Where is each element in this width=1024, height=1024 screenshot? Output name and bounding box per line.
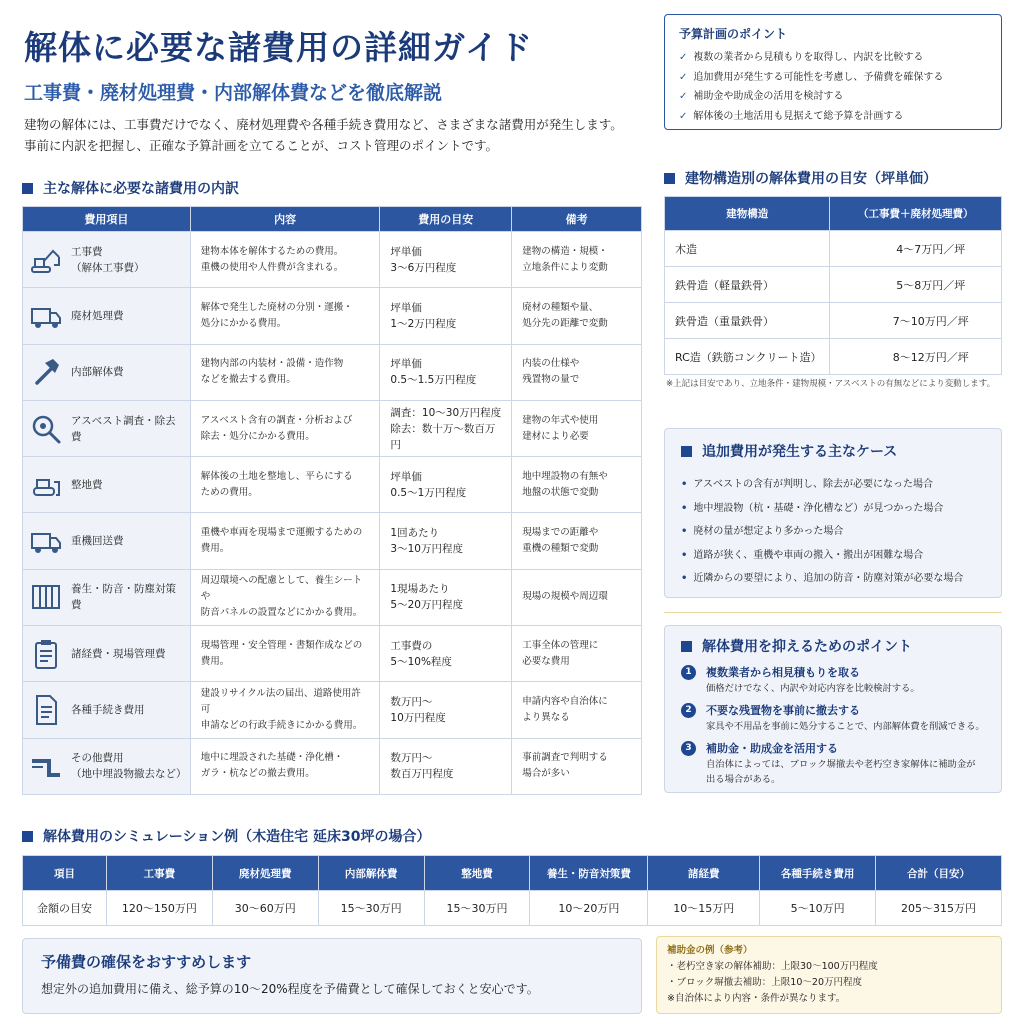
table-row xyxy=(665,231,1002,267)
cost-cell xyxy=(380,344,512,400)
number-badge: 2 xyxy=(681,703,696,718)
case-item xyxy=(681,497,985,521)
bulldozer-icon xyxy=(29,468,63,502)
table-row xyxy=(23,344,642,400)
tip-text: 複数の業者から見積もりを取得し、内訳を比較する xyxy=(693,52,924,63)
table-cell: 30～60万円 xyxy=(212,891,318,926)
note-line: 処分先の距離で変動 xyxy=(522,317,608,329)
item-name-sub: （解体工事費） xyxy=(71,261,145,274)
note-line: 現場の規模や周辺環 xyxy=(522,591,608,603)
column-header: 内容 xyxy=(190,207,380,232)
check-icon: ✓ xyxy=(679,91,688,102)
structure-cost: 4～7万円／坪 xyxy=(830,231,1002,267)
truck-icon xyxy=(29,524,63,558)
note-cell xyxy=(512,626,642,682)
number-badge: 3 xyxy=(681,741,696,756)
table-row xyxy=(665,267,1002,303)
description-cell xyxy=(190,626,380,682)
point-title: 補助金・助成金を活用する xyxy=(706,742,838,755)
description-line: 重機や車両を現場まで運搬するための xyxy=(200,527,363,539)
saving-point xyxy=(681,740,985,787)
table-row xyxy=(23,288,642,344)
case-item xyxy=(681,520,985,544)
saving-points-heading xyxy=(681,636,985,656)
cost-item-cell xyxy=(23,738,191,794)
tip-text: 追加費用が発生する可能性を考慮し、予備費を確保する xyxy=(693,71,944,83)
description-line: ための費用。 xyxy=(200,486,258,498)
description-line: 現場管理・安全管理・書類作成などの xyxy=(200,639,363,651)
intro-line: 事前に内訳を把握し、正確な予算計画を立てることが、コスト管理のポイントです。 xyxy=(24,138,499,153)
column-header: 諸経費 xyxy=(648,856,760,891)
bullet-icon: • xyxy=(681,573,688,584)
item-name-sub: （地中埋設物撤去など） xyxy=(71,768,187,781)
clipboard-icon xyxy=(29,637,63,671)
cost-cell xyxy=(380,288,512,344)
description-cell xyxy=(190,232,380,288)
description-cell xyxy=(190,682,380,738)
additional-cases-heading xyxy=(681,441,985,461)
section-heading-text: 追加費用が発生する主なケース xyxy=(702,444,898,460)
page-subtitle: 工事費・廃材処理費・内部解体費などを徹底解説 xyxy=(24,82,443,104)
table-row xyxy=(665,339,1002,375)
cost-line: 5～10%程度 xyxy=(390,655,452,668)
saving-point xyxy=(681,702,985,734)
cost-line: 坪単価 xyxy=(390,245,422,258)
table-row xyxy=(23,626,642,682)
subsidy-line: ※自治体により内容・条件が異なります。 xyxy=(667,993,846,1004)
cost-item-cell xyxy=(23,288,191,344)
description-line: 費用。 xyxy=(200,655,230,667)
description-line: 処分にかかる費用。 xyxy=(200,317,287,329)
description-line: 重機の使用や人件費が含まれる。 xyxy=(200,261,344,273)
budget-tips-box xyxy=(664,14,1002,130)
cost-item-cell xyxy=(23,569,191,625)
additional-cases-box xyxy=(664,428,1002,598)
cost-line: 坪単価 xyxy=(390,358,422,371)
cost-cell xyxy=(380,626,512,682)
description-line: 解体後の土地を整地し、平らにする xyxy=(200,470,353,482)
column-header: 養生・防音対策費 xyxy=(530,856,648,891)
note-cell xyxy=(512,682,642,738)
note-line: 内装の仕様や xyxy=(522,358,580,370)
cost-item-cell xyxy=(23,344,191,400)
description-cell xyxy=(190,400,380,456)
note-line: 必要な費用 xyxy=(522,655,570,667)
column-header: 各種手続き費用 xyxy=(760,856,876,891)
point-desc: 家具や不用品を事前に処分することで、内部解体費を削減できる。 xyxy=(706,721,985,732)
point-desc: 出る場合がある。 xyxy=(706,774,781,785)
table-cell: 5～10万円 xyxy=(760,891,876,926)
structure-type: 鉄骨造（軽量鉄骨） xyxy=(665,267,830,303)
structure-type: 木造 xyxy=(665,231,830,267)
cost-cell xyxy=(380,232,512,288)
description-cell xyxy=(190,288,380,344)
number-badge: 1 xyxy=(681,665,696,680)
bullet-icon: • xyxy=(681,502,688,514)
cost-line: 坪単価 xyxy=(390,301,422,314)
cost-line: 数万円～ xyxy=(390,752,433,765)
saving-points-box xyxy=(664,625,1002,793)
section-heading-text: 主な解体に必要な諸費用の内訳 xyxy=(43,181,239,197)
table-row xyxy=(23,400,642,456)
case-item xyxy=(681,473,985,497)
table-cell: 10～15万円 xyxy=(648,891,760,926)
cost-line: 10万円程度 xyxy=(390,712,446,725)
cost-cell xyxy=(380,569,512,625)
cost-cell xyxy=(380,682,512,738)
table-row xyxy=(665,303,1002,339)
item-name: 廃材処理費 xyxy=(71,309,124,322)
structure-note: ※上記は目安であり、立地条件・建物規模・アスベストの有無などにより変動します。 xyxy=(666,379,996,389)
case-item xyxy=(681,544,985,568)
intro-text xyxy=(24,114,623,156)
magnifier-icon xyxy=(29,412,63,446)
section-heading-text: 建物構造別の解体費用の目安（坪単価） xyxy=(685,171,937,187)
description-line: 解体で発生した廃材の分別・運搬・ xyxy=(200,301,353,313)
section-marker-icon xyxy=(22,831,33,842)
cost-line: 1現場あたり xyxy=(390,583,450,596)
tip-item xyxy=(679,87,987,107)
structure-cost: 8～12万円／坪 xyxy=(830,339,1002,375)
note-line: 事前調査で判明する xyxy=(522,752,608,764)
cost-line: 数万円～ xyxy=(390,696,433,709)
table-header-row xyxy=(665,197,1002,231)
cost-cell xyxy=(380,738,512,794)
cost-item-cell xyxy=(23,513,191,569)
bullet-icon: • xyxy=(681,526,688,537)
section-marker-icon xyxy=(681,641,692,652)
table-cell: 205～315万円 xyxy=(876,891,1002,926)
case-text: アスベストの含有が判明し、除去が必要になった場合 xyxy=(693,479,934,490)
description-line: などを撤去する費用。 xyxy=(200,374,296,386)
description-cell xyxy=(190,569,380,625)
cost-line: 1回あたり xyxy=(390,527,440,540)
note-line: 建物の年式や使用 xyxy=(522,414,599,426)
table-header-row xyxy=(23,856,1002,891)
item-name: 内部解体費 xyxy=(71,366,124,379)
description-cell xyxy=(190,513,380,569)
reserve-title: 予備費の確保をおすすめします xyxy=(41,953,252,971)
simulation-table xyxy=(22,855,1002,926)
note-line: より異なる xyxy=(522,712,570,724)
note-line: 場合が多い xyxy=(522,768,570,780)
column-header: 整地費 xyxy=(424,856,530,891)
note-cell xyxy=(512,457,642,513)
column-header: 工事費 xyxy=(106,856,212,891)
note-cell xyxy=(512,738,642,794)
page-title: 解体に必要な諸費用の詳細ガイド xyxy=(24,28,534,67)
check-icon: ✓ xyxy=(679,52,688,63)
case-text: 近隣からの要望により、追加の防音・防塵対策が必要な場合 xyxy=(693,573,964,584)
document-icon xyxy=(29,693,63,727)
tip-item xyxy=(679,107,987,127)
table-row xyxy=(23,513,642,569)
subsidy-line: ・老朽空き家の解体補助：上限30～100万円程度 xyxy=(667,961,878,972)
note-cell xyxy=(512,288,642,344)
note-line: 立地条件により変動 xyxy=(522,261,608,273)
divider xyxy=(664,612,1002,613)
item-name: 整地費 xyxy=(71,478,103,491)
item-name: 諸経費・現場管理費 xyxy=(71,647,166,660)
table-cell: 金額の目安 xyxy=(23,891,107,926)
description-cell xyxy=(190,344,380,400)
item-name: 各種手続き費用 xyxy=(71,704,145,717)
note-line: 残置物の量で xyxy=(522,374,580,386)
description-line: 建物内部の内装材・設備・造作物 xyxy=(200,358,344,370)
case-text: 道路が狭く、重機や車両の搬入・搬出が困難な場合 xyxy=(693,549,924,561)
column-header: 合計（目安） xyxy=(876,856,1002,891)
table-cell: 10～20万円 xyxy=(530,891,648,926)
point-title: 不要な残置物を事前に撤去する xyxy=(706,704,860,717)
item-name: アスベスト調査・除去費 xyxy=(71,414,176,443)
column-header: （工事費＋廃材処理費） xyxy=(830,197,1002,231)
point-desc: 自治体によっては、ブロック塀撤去や老朽空き家解体に補助金が xyxy=(706,759,976,770)
table-row xyxy=(23,891,1002,926)
cost-line: 工事費の xyxy=(390,639,433,652)
table-row xyxy=(23,738,642,794)
note-line: 廃材の種類や量、 xyxy=(522,301,599,313)
note-line: 建物の構造・規模・ xyxy=(522,245,608,257)
structure-cost: 5～8万円／坪 xyxy=(830,267,1002,303)
point-title: 複数業者から相見積もりを取る xyxy=(706,666,860,679)
column-header: 備考 xyxy=(512,207,642,232)
item-name: 工事費 xyxy=(71,245,103,258)
table-row xyxy=(23,682,642,738)
note-line: 地盤の状態で変動 xyxy=(522,486,599,498)
main-section-heading xyxy=(22,178,239,198)
cost-line: 0.5～1万円程度 xyxy=(390,486,467,499)
description-line: ガラ・杭などの撤去費用。 xyxy=(200,768,315,780)
table-row xyxy=(23,457,642,513)
description-line: 周辺環境への配慮として、養生シートや xyxy=(200,575,363,603)
note-line: 建材により必要 xyxy=(522,430,589,442)
table-cell: 15～30万円 xyxy=(318,891,424,926)
table-cell: 15～30万円 xyxy=(424,891,530,926)
tip-text: 補助金や助成金の活用を検討する xyxy=(693,91,844,102)
subsidy-box xyxy=(656,936,1002,1014)
section-marker-icon xyxy=(681,446,692,457)
column-header: 廃材処理費 xyxy=(212,856,318,891)
note-line: 工事全体の管理に xyxy=(522,639,599,651)
fence-icon xyxy=(29,580,63,614)
case-item xyxy=(681,567,985,591)
note-line: 現場までの距離や xyxy=(522,527,599,539)
item-name: その他費用 xyxy=(71,752,124,765)
description-cell xyxy=(190,738,380,794)
description-line: 除去・処分にかかる費用。 xyxy=(200,430,315,442)
check-icon: ✓ xyxy=(679,71,688,83)
structure-section-heading xyxy=(664,168,937,188)
cost-line: 0.5～1.5万円程度 xyxy=(390,374,477,387)
note-cell xyxy=(512,400,642,456)
subsidy-line: ・ブロック塀撤去補助：上限10～20万円程度 xyxy=(667,977,862,988)
cost-item-cell xyxy=(23,682,191,738)
saving-point xyxy=(681,664,985,696)
note-cell xyxy=(512,569,642,625)
cost-item-cell xyxy=(23,400,191,456)
description-line: 建設リサイクル法の届出、道路使用許可 xyxy=(200,688,361,716)
cost-item-cell xyxy=(23,626,191,682)
section-marker-icon xyxy=(22,183,33,194)
section-marker-icon xyxy=(664,173,675,184)
excavator-icon xyxy=(29,243,63,277)
description-line: 費用。 xyxy=(200,543,230,555)
simulation-heading xyxy=(22,826,431,846)
note-line: 申請内容や自治体に xyxy=(522,696,608,708)
structure-type: 鉄骨造（重量鉄骨） xyxy=(665,303,830,339)
hammer-icon xyxy=(29,355,63,389)
structure-cost: 7～10万円／坪 xyxy=(830,303,1002,339)
cost-line: 調査：10～30万円程度 xyxy=(390,406,502,419)
case-text: 廃材の量が想定より多かった場合 xyxy=(693,526,844,537)
tip-item xyxy=(679,68,987,88)
reserve-text: 想定外の追加費用に備え、総予算の10～20%程度を予備費として確保しておくと安心です。 xyxy=(41,982,539,996)
table-cell: 120～150万円 xyxy=(106,891,212,926)
column-header: 費用項目 xyxy=(23,207,191,232)
note-cell xyxy=(512,232,642,288)
item-name: 重機回送費 xyxy=(71,535,124,548)
tip-item xyxy=(679,48,987,68)
bullet-icon: • xyxy=(681,479,688,490)
pipe-icon xyxy=(29,749,63,783)
description-line: 防音パネルの設置などにかかる費用。 xyxy=(200,607,363,619)
item-name: 養生・防音・防塵対策費 xyxy=(71,583,176,612)
structure-cost-table xyxy=(664,196,1002,375)
truck-icon xyxy=(29,299,63,333)
cost-item-cell xyxy=(23,457,191,513)
bullet-icon: • xyxy=(681,549,688,561)
cost-line: 3～6万円程度 xyxy=(390,261,457,274)
cost-cell xyxy=(380,457,512,513)
cost-line: 除去：数十万～数百万円 xyxy=(390,422,496,451)
note-cell xyxy=(512,344,642,400)
cost-line: 坪単価 xyxy=(390,470,422,483)
intro-line: 建物の解体には、工事費だけでなく、廃材処理費や各種手続き費用など、さまざまな諸費用が発生します。 xyxy=(24,117,623,132)
table-row xyxy=(23,232,642,288)
section-heading-text: 解体費用のシミュレーション例（木造住宅 延床30坪の場合） xyxy=(43,829,431,845)
column-header: 内部解体費 xyxy=(318,856,424,891)
description-line: 申請などの行政手続きにかかる費用。 xyxy=(200,720,363,732)
note-line: 地中埋設物の有無や xyxy=(522,470,608,482)
cost-breakdown-table xyxy=(22,206,642,795)
cost-item-cell xyxy=(23,232,191,288)
description-line: 建物本体を解体するための費用。 xyxy=(200,245,344,257)
column-header: 項目 xyxy=(23,856,107,891)
description-line: 地中に埋設された基礎・浄化槽・ xyxy=(200,752,344,764)
column-header: 費用の目安 xyxy=(380,207,512,232)
description-line: アスベスト含有の調査・分析および xyxy=(200,414,353,426)
description-cell xyxy=(190,457,380,513)
subsidy-title: 補助金の例（参考） xyxy=(667,945,753,956)
note-line: 重機の種類で変動 xyxy=(522,543,599,555)
reserve-box xyxy=(22,938,642,1014)
cost-line: 5～20万円程度 xyxy=(390,599,463,612)
cost-line: 3～10万円程度 xyxy=(390,543,463,556)
note-cell xyxy=(512,513,642,569)
point-desc: 価格だけでなく、内訳や対応内容を比較検討する。 xyxy=(706,683,920,694)
cost-cell xyxy=(380,400,512,456)
cost-line: 1～2万円程度 xyxy=(390,317,457,330)
table-header-row xyxy=(23,207,642,232)
tip-text: 解体後の土地活用も見据えて総予算を計画する xyxy=(693,110,904,122)
case-text: 地中埋設物（杭・基礎・浄化槽など）が見つかった場合 xyxy=(693,502,944,514)
table-row xyxy=(23,569,642,625)
cost-line: 数百万円程度 xyxy=(390,768,454,781)
structure-type: RC造（鉄筋コンクリート造） xyxy=(665,339,830,375)
column-header: 建物構造 xyxy=(665,197,830,231)
check-icon: ✓ xyxy=(679,110,688,122)
section-heading-text: 解体費用を抑えるためのポイント xyxy=(702,639,912,655)
budget-tips-title: 予算計画のポイント xyxy=(679,27,788,41)
cost-cell xyxy=(380,513,512,569)
